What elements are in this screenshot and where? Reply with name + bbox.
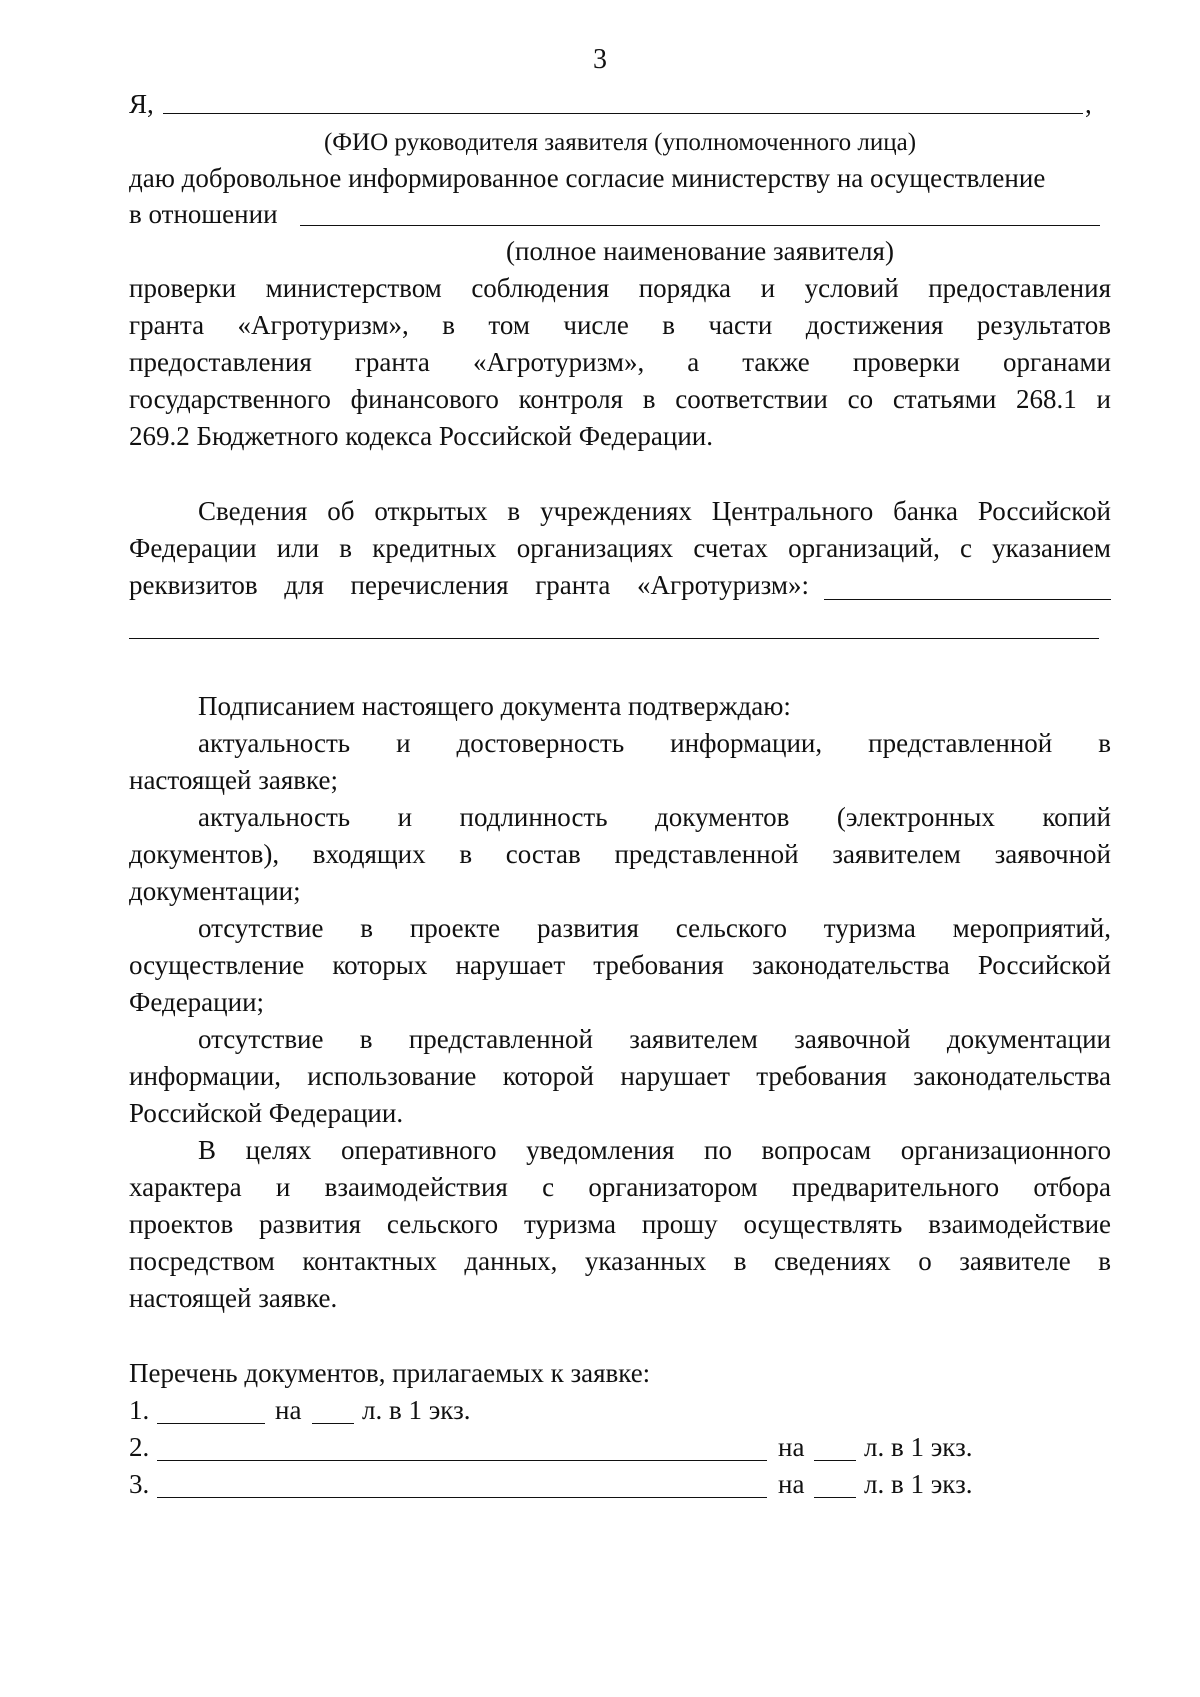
- doc-item-1-number: 1.: [129, 1395, 150, 1425]
- doc-item-1-name-blank[interactable]: [157, 1423, 265, 1424]
- applicant-fullname-caption: (полное наименование заявителя): [506, 236, 894, 266]
- confirmation-item-1-line-1: актуальность и достоверность информации, представленной в: [198, 728, 1111, 758]
- applicant-fullname-blank[interactable]: [300, 225, 1100, 226]
- doc-item-1-pages-blank[interactable]: [312, 1423, 354, 1424]
- applicant-name-blank[interactable]: [163, 113, 1083, 114]
- confirmation-item-4-line-3: Российской Федерации.: [129, 1098, 404, 1128]
- documents-list-title: Перечень документов, прилагаемых к заявке:: [129, 1358, 651, 1388]
- page-number: 3: [593, 44, 607, 75]
- doc-item-3-suffix: л. в 1 экз.: [864, 1469, 973, 1499]
- consent-body-3: предоставления гранта «Агротуризм», а также проверки органами: [129, 347, 1111, 377]
- accounts-line-1: Сведения об открытых в учреждениях Центрального банка Российской: [198, 496, 1111, 526]
- consent-body-1: проверки министерством соблюдения порядка и условий предоставления: [129, 273, 1111, 303]
- confirmation-item-1-line-2: настоящей заявке;: [129, 765, 338, 795]
- doc-item-1-on: на: [275, 1395, 302, 1425]
- doc-item-1-suffix: л. в 1 экз.: [362, 1395, 471, 1425]
- confirmation-item-2-line-2: документов), входящих в состав представленной заявителем заявочной: [129, 839, 1111, 869]
- notification-line-5: настоящей заявке.: [129, 1283, 338, 1313]
- consent-body-5: 269.2 Бюджетного кодекса Российской Федерации.: [129, 421, 713, 451]
- confirmation-item-3-line-1: отсутствие в проекте развития сельского туризма мероприятий,: [198, 913, 1111, 943]
- doc-item-3-number: 3.: [129, 1469, 150, 1499]
- account-details-blank-1[interactable]: [824, 599, 1111, 600]
- accounts-line-2: Федерации или в кредитных организациях счетах организаций, с указанием: [129, 533, 1111, 563]
- accounts-line-3: реквизитов для перечисления гранта «Агротуризм»:: [129, 570, 809, 600]
- doc-item-2-on: на: [778, 1432, 805, 1462]
- notification-line-3: проектов развития сельского туризма прошу осуществлять взаимодействие: [129, 1209, 1111, 1239]
- consent-line-1: даю добровольное информированное согласие министерству на осуществление: [129, 163, 1046, 193]
- doc-item-2-name-blank[interactable]: [157, 1460, 767, 1461]
- confirmation-intro: Подписанием настоящего документа подтверждаю:: [198, 691, 791, 721]
- applicant-prefix: Я,: [129, 89, 154, 119]
- confirmation-item-3-line-3: Федерации;: [129, 987, 265, 1017]
- doc-item-3-name-blank[interactable]: [157, 1497, 767, 1498]
- confirmation-item-4-line-1: отсутствие в представленной заявителем заявочной документации: [198, 1024, 1111, 1054]
- confirmation-item-2-line-3: документации;: [129, 876, 301, 906]
- notification-line-1: В целях оперативного уведомления по вопросам организационного: [198, 1135, 1111, 1165]
- doc-item-2-suffix: л. в 1 экз.: [864, 1432, 973, 1462]
- applicant-suffix: ,: [1085, 89, 1092, 119]
- doc-item-3-pages-blank[interactable]: [814, 1497, 856, 1498]
- notification-line-4: посредством контактных данных, указанных в сведениях о заявителе в: [129, 1246, 1111, 1276]
- consent-body-2: гранта «Агротуризм», в том числе в части достижения результатов: [129, 310, 1111, 340]
- confirmation-item-2-line-1: актуальность и подлинность документов (электронных копий: [198, 802, 1111, 832]
- confirmation-item-3-line-2: осуществление которых нарушает требования законодательства Российской: [129, 950, 1111, 980]
- doc-item-2-pages-blank[interactable]: [814, 1460, 856, 1461]
- confirmation-item-4-line-2: информации, использование которой нарушает требования законодательства: [129, 1061, 1111, 1091]
- account-details-blank-2[interactable]: [129, 638, 1099, 639]
- notification-line-2: характера и взаимодействия с организатором предварительного отбора: [129, 1172, 1111, 1202]
- consent-body-4: государственного финансового контроля в соответствии со статьями 268.1 и: [129, 384, 1111, 414]
- consent-line-2: в отношении: [129, 199, 278, 229]
- doc-item-2-number: 2.: [129, 1432, 150, 1462]
- applicant-name-caption: (ФИО руководителя заявителя (уполномоченного лица): [323, 129, 917, 156]
- doc-item-3-on: на: [778, 1469, 805, 1499]
